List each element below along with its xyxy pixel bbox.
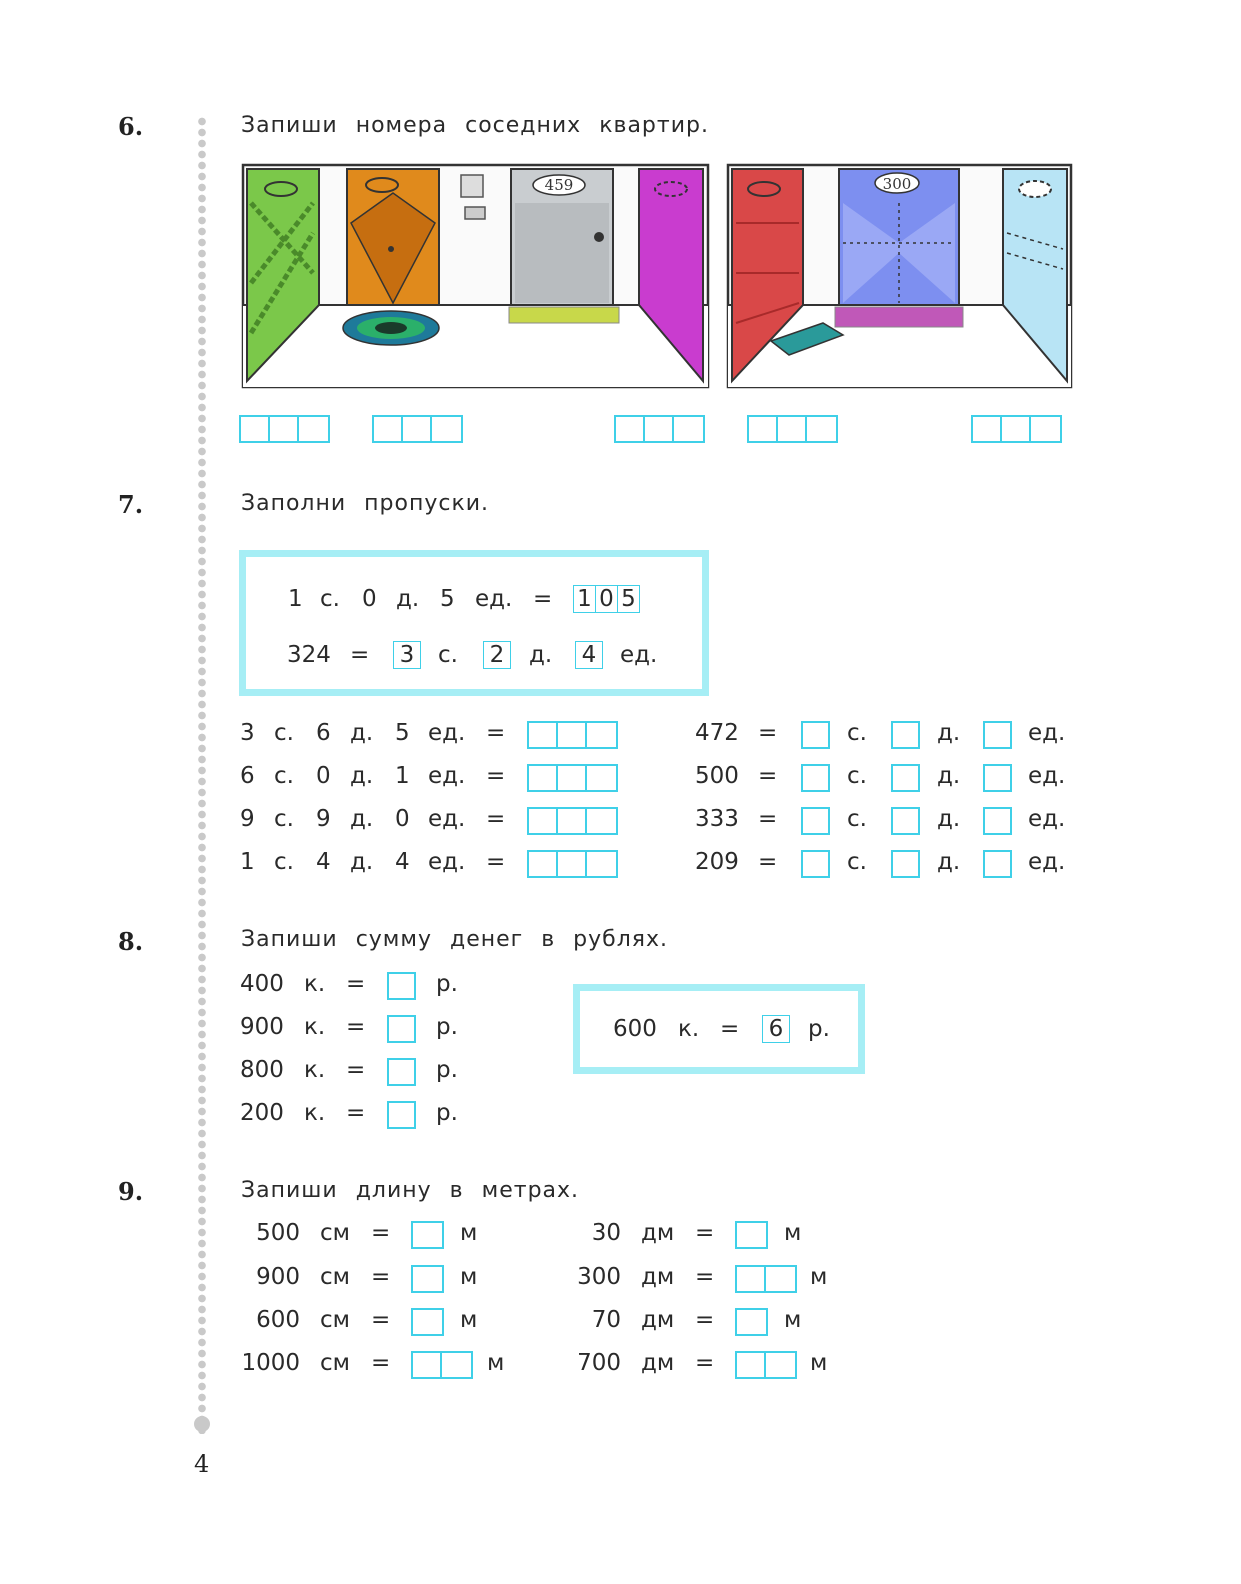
row-hundreds: 3 [240,720,255,746]
cm-value: 600 [256,1307,300,1333]
equals-sign: = [346,1057,366,1083]
unit-m: м [784,1307,802,1333]
units-answer-cell[interactable] [983,721,1012,749]
row-units: 4 [395,849,410,875]
hundreds-answer-cell[interactable] [801,721,830,749]
unit-hundreds: с. [847,849,867,875]
kopecks-value: 200 [240,1100,284,1126]
rubles-answer-cell[interactable] [387,1058,416,1086]
equals-sign: = [371,1307,391,1333]
row-number: 500 [695,763,739,789]
cm-value: 500 [256,1220,300,1246]
tens-answer-cell[interactable] [891,807,920,835]
unit-units: ед. [1028,763,1066,789]
equals-sign: = [371,1350,391,1376]
example-result-cells: 1 0 5 [573,585,640,613]
unit-tens: д. [350,720,374,746]
unit-tens: д. [396,586,420,612]
example-tens-cell: 2 [483,641,511,669]
number-answer-cells[interactable] [527,807,618,835]
task7-example-frame [239,550,709,696]
unit-kopecks: к. [304,1014,326,1040]
equals-sign: = [346,1014,366,1040]
tens-answer-cell[interactable] [891,721,920,749]
task6-answer-cells[interactable] [239,415,330,443]
row-tens: 0 [316,763,331,789]
hundreds-answer-cell[interactable] [801,764,830,792]
unit-units: ед. [428,806,466,832]
row-units: 0 [395,806,410,832]
kopecks-value: 900 [240,1014,284,1040]
unit-hundreds: с. [274,720,294,746]
equals-sign: = [371,1220,391,1246]
unit-kopecks: к. [304,1057,326,1083]
equals-sign: = [346,1100,366,1126]
equals-sign: = [371,1264,391,1290]
equals-sign: = [695,1220,715,1246]
equals-sign: = [486,763,506,789]
unit-units: ед. [428,720,466,746]
unit-hundreds: с. [847,806,867,832]
task6-answer-cells[interactable] [372,415,463,443]
example-hundreds-cell: 3 [393,641,421,669]
example-hundreds: 1 [288,586,303,612]
example-units-cell: 4 [575,641,603,669]
margin-dots [197,116,207,1434]
example-rubles-cell: 6 [762,1015,790,1043]
unit-dm: дм [641,1264,675,1290]
apartment-doors-illustration [241,163,1073,389]
meters-answer-cells[interactable] [411,1308,444,1336]
tens-answer-cell[interactable] [891,850,920,878]
units-answer-cell[interactable] [983,850,1012,878]
row-tens: 4 [316,849,331,875]
unit-m: м [487,1350,505,1376]
example-units: 5 [440,586,455,612]
unit-m: м [784,1220,802,1246]
unit-tens: д. [350,763,374,789]
rubles-answer-cell[interactable] [387,972,416,1000]
meters-answer-cells[interactable] [735,1308,768,1336]
equals-sign: = [486,849,506,875]
task8-title: Запиши сумму денег в рублях. [241,927,669,952]
meters-answer-cells[interactable] [411,1351,473,1379]
unit-units: ед. [428,849,466,875]
cm-value: 1000 [241,1350,300,1376]
equals-sign: = [695,1264,715,1290]
meters-answer-cells[interactable] [411,1265,444,1293]
unit-dm: дм [641,1220,675,1246]
unit-kopecks: к. [304,1100,326,1126]
dm-value: 70 [591,1307,621,1333]
unit-rubles: р. [808,1016,830,1042]
row-units: 1 [395,763,410,789]
hundreds-answer-cell[interactable] [801,807,830,835]
unit-hundreds: с. [320,586,340,612]
task7-number: 7. [118,490,144,519]
task6-answer-cells[interactable] [614,415,705,443]
equals-sign: = [758,849,778,875]
unit-cm: см [320,1220,350,1246]
kopecks-value: 800 [240,1057,284,1083]
unit-units: ед. [1028,849,1066,875]
unit-cm: см [320,1350,350,1376]
unit-units: ед. [620,642,658,668]
task9-title: Запиши длину в метрах. [241,1178,580,1203]
number-answer-cells[interactable] [527,721,618,749]
task6-answer-cells[interactable] [971,415,1062,443]
unit-units: ед. [475,586,513,612]
rubles-answer-cell[interactable] [387,1101,416,1129]
unit-hundreds: с. [438,642,458,668]
meters-answer-cells[interactable] [411,1221,444,1249]
task7-title: Заполни пропуски. [241,491,490,516]
equals-sign: = [695,1350,715,1376]
dm-value: 30 [591,1220,621,1246]
row-units: 5 [395,720,410,746]
rubles-answer-cell[interactable] [387,1015,416,1043]
unit-rubles: р. [436,1057,458,1083]
equals-sign: = [695,1307,715,1333]
number-answer-cells[interactable] [527,850,618,878]
row-hundreds: 9 [240,806,255,832]
units-answer-cell[interactable] [983,764,1012,792]
unit-hundreds: с. [274,849,294,875]
unit-units: ед. [1028,720,1066,746]
example-number: 324 [287,642,331,668]
unit-m: м [810,1264,828,1290]
task6-title: Запиши номера соседних квартир. [241,113,709,138]
equals-sign: = [350,642,370,668]
row-number: 333 [695,806,739,832]
row-tens: 6 [316,720,331,746]
task6-number: 6. [118,112,144,141]
margin-end-dot [194,1416,210,1432]
meters-answer-cells[interactable] [735,1221,768,1249]
unit-dm: дм [641,1307,675,1333]
unit-rubles: р. [436,1014,458,1040]
equals-sign: = [758,720,778,746]
unit-m: м [460,1264,478,1290]
row-hundreds: 1 [240,849,255,875]
equals-sign: = [758,806,778,832]
equals-sign: = [346,971,366,997]
meters-answer-cells[interactable] [735,1265,797,1293]
equals-sign: = [486,806,506,832]
unit-tens: д. [350,806,374,832]
unit-m: м [810,1350,828,1376]
example-kopecks: 600 [613,1016,657,1042]
units-answer-cell[interactable] [983,807,1012,835]
unit-cm: см [320,1264,350,1290]
equals-sign: = [720,1016,740,1042]
unit-tens: д. [937,806,961,832]
unit-units: ед. [1028,806,1066,832]
unit-m: м [460,1220,478,1246]
hundreds-answer-cell[interactable] [801,850,830,878]
row-number: 472 [695,720,739,746]
unit-hundreds: с. [274,806,294,832]
equals-sign: = [758,763,778,789]
unit-tens: д. [350,849,374,875]
unit-units: ед. [428,763,466,789]
unit-tens: д. [937,720,961,746]
unit-m: м [460,1307,478,1333]
door-number-300: 300 [882,175,912,193]
row-number: 209 [695,849,739,875]
cm-value: 900 [256,1264,300,1290]
unit-tens: д. [937,849,961,875]
door-number-459: 459 [544,176,574,194]
unit-kopecks: к. [678,1016,700,1042]
dm-value: 300 [577,1264,621,1290]
kopecks-value: 400 [240,971,284,997]
unit-dm: дм [641,1350,675,1376]
equals-sign: = [486,720,506,746]
page-number: 4 [194,1450,210,1478]
unit-hundreds: с. [847,720,867,746]
task8-number: 8. [118,927,144,956]
meters-answer-cells[interactable] [735,1351,797,1379]
unit-rubles: р. [436,971,458,997]
task6-answer-cells[interactable] [747,415,838,443]
unit-tens: д. [937,763,961,789]
unit-rubles: р. [436,1100,458,1126]
number-answer-cells[interactable] [527,764,618,792]
dm-value: 700 [577,1350,621,1376]
row-tens: 9 [316,806,331,832]
example-tens: 0 [362,586,377,612]
unit-hundreds: с. [274,763,294,789]
tens-answer-cell[interactable] [891,764,920,792]
unit-tens: д. [529,642,553,668]
unit-cm: см [320,1307,350,1333]
task9-number: 9. [118,1177,144,1206]
unit-hundreds: с. [847,763,867,789]
unit-kopecks: к. [304,971,326,997]
row-hundreds: 6 [240,763,255,789]
equals-sign: = [533,586,553,612]
